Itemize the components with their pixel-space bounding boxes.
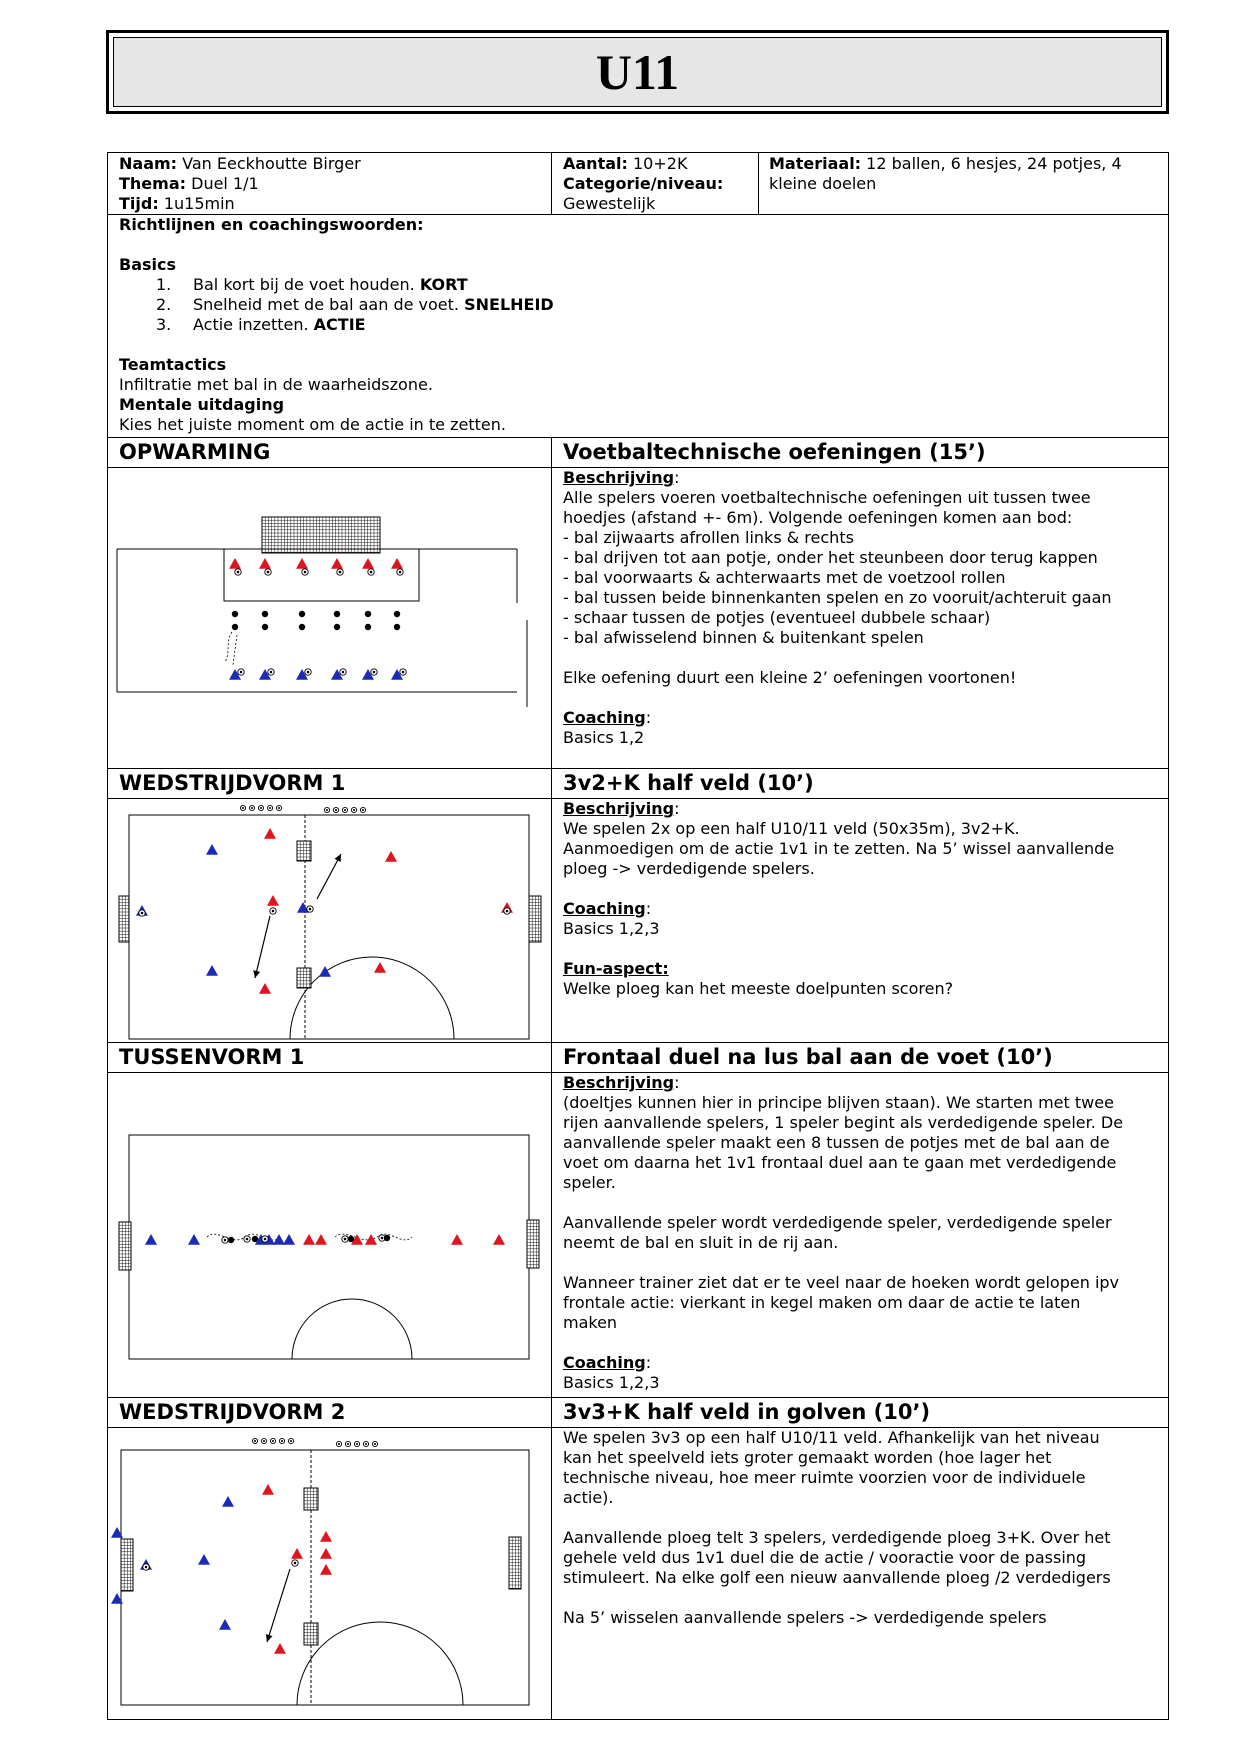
description-line: gehele veld dus 1v1 duel die de actie / vooractie voor de passing xyxy=(563,1548,1087,1567)
cone-marker xyxy=(334,611,340,617)
description-line: We spelen 3v3 op een half U10/11 veld. Afhankelijk van het niveau xyxy=(563,1428,1100,1447)
field-outline xyxy=(121,1450,529,1705)
red-player xyxy=(229,558,241,569)
ball-center xyxy=(267,571,270,574)
cone-marker xyxy=(232,611,238,617)
time-value: 1u15min xyxy=(163,194,235,213)
description-line: - bal voorwaarts & achterwaarts met de voetzool rollen xyxy=(563,568,1006,587)
description-line xyxy=(563,1508,1111,1528)
ball-center xyxy=(402,671,405,674)
basics-item: 1. xyxy=(156,275,172,294)
ball-center xyxy=(290,1440,292,1442)
exercise-title: Frontaal duel na lus bal aan de voet (10’) xyxy=(563,1045,1053,1069)
description-label: Coaching: xyxy=(563,708,652,727)
description-label: Coaching: xyxy=(563,1353,652,1372)
description-line: aanvallende speler maakt een 8 tussen de potjes met de bal aan de xyxy=(563,1133,1110,1152)
ball-center xyxy=(339,571,342,574)
blue-player xyxy=(219,1619,231,1630)
teamtactics-text: Infiltratie met bal in de waarheidszone. xyxy=(119,375,433,394)
training-sheet: Naam: Van Eeckhoutte Birger Thema: Duel 1/1 Tijd: 1u15min Aantal: 10+2K Categorie/niveau: Gewestelijk Materiaal: 12 ballen, 6 hesjes, 24 potjes, 4 kleine doelen Richtlijnen en coachingswoorden: Basics 1. Bal kort bij de voet houden. KORT 2. Snelheid met de bal aan de voet. SNELHEID 3. Actie inzetten. ACTIE Teamtactics Infiltratie met bal in de waarheidszone. Mentale uitdaging Kies het juiste moment om de actie in te zetten. OPWARMING Voetbaltechnische oefeningen (15’) Beschrijving: Alle spelers voeren voetbaltechnische oefeningen uit tussen twee hoedjes (afstand +- 6m). Volgende oefeningen komen aan bod: - bal zijwaarts afrollen links & rechts - bal drijven tot aan potje, onder het steunbeen door terug kappen - bal voorwaarts & achterwaarts met de voetzool rollen - bal tussen beide binnenkanten spelen en zo vooruit/achteruit gaan - schaar tussen de potjes (eventueel dubbele schaar) - bal afwisselend binnen & buitenkant spelen Elke oefening duurt een kleine 2’ oefeningen voortonen! Coaching: Basics 1,2 WEDSTRIJDVORM 1 3v2+K half veld (10’) Beschrijving: We spelen 2x op een half U10/11 veld (50x35m), 3v2+K. Aanmoedigen om de actie 1v1 in te zetten. Na 5’ wissel aanvallende ploeg -> verdedigende spelers. Coaching: Basics 1,2,3 Fun-aspect: Welke ploeg kan het meeste doelpunten scoren? TUSSENVORM 1 Frontaal duel na lus bal aan de voet (10’) Beschrijving: (doeltjes kunnen hier in principe blijven staan). We starten met twee rijen aanvallende spelers, 1 speler begint als verdedigende speler. De aanvallende speler maakt een 8 tussen de potjes met de bal aan de voet om daarna het 1v1 frontaal duel aan te gaan met verdedigende speler. Aanvallende speler wordt verdedigende speler, verdedigende speler neemt de bal en sluit in de rij aan. Wanneer trainer ziet dat er te veel naar de hoeken wordt gelopen ipv frontale actie: vierkant in kegel maken om daar de actie te laten maken Coaching: Basics 1,2,3 WEDSTRIJDVORM 2 3v3+K half veld in golven (10’) We spelen 3v3 op een half U10/11 veld. Afhankelijk van het niveau kan het speelveld iets groter gemaakt worden (hoe lager het technische niveau, hoe meer ruimte voorzien voor de individuele actie). Aanvallende ploeg telt 3 spelers, verdedigende ploeg 3+K. Over het gehele veld dus 1v1 duel die de actie / vooractie voor de passing stimuleert. Na elke golf een nieuw aanvallende ploeg /2 verdedigers Na 5’ wisselen aanvallende spelers -> verdedigende spelers xyxy=(107,152,1169,1720)
description-label: Beschrijving: xyxy=(563,468,680,487)
red-player xyxy=(259,558,271,569)
description-line: Na 5’ wisselen aanvallende spelers -> verdedigende spelers xyxy=(563,1608,1047,1627)
trainer-name: Van Eeckhoutte Birger xyxy=(182,154,361,173)
red-player xyxy=(391,558,403,569)
red-player xyxy=(320,1548,332,1559)
description-line: frontale actie: vierkant in kegel maken om daar de actie te laten xyxy=(563,1293,1081,1312)
ball-center xyxy=(254,1440,256,1442)
ball-center xyxy=(335,809,337,811)
exercise-title: Voetbaltechnische oefeningen (15’) xyxy=(563,440,986,464)
run-arrow xyxy=(317,854,341,899)
guidelines-heading: Richtlijnen en coachingswoorden: xyxy=(119,215,424,234)
ball-center xyxy=(326,809,328,811)
description-line: Aanvallende speler wordt verdedigende speler, verdedigende speler xyxy=(563,1213,1112,1232)
pass-arrow xyxy=(267,1569,290,1642)
description-line xyxy=(563,1193,1123,1213)
ball-center xyxy=(272,910,275,913)
description-line xyxy=(563,688,1112,708)
goal-net-right xyxy=(509,1537,521,1589)
ball-center xyxy=(506,910,509,913)
ball-center xyxy=(370,571,373,574)
blue-player xyxy=(273,1234,285,1245)
description-line: rijen aanvallende spelers, 1 speler begint als verdedigende speler. De xyxy=(563,1113,1124,1132)
exercise-title: 3v3+K half veld in golven (10’) xyxy=(563,1400,931,1424)
material-value-cont: kleine doelen xyxy=(769,174,877,193)
basics-item: 2. xyxy=(156,295,172,314)
ball-center xyxy=(240,671,243,674)
arrow-head xyxy=(266,1634,273,1642)
category-value: Gewestelijk xyxy=(563,194,656,213)
blue-player xyxy=(206,965,218,976)
ball-center xyxy=(278,807,280,809)
cone-marker xyxy=(384,1235,390,1241)
ball-center xyxy=(353,809,355,811)
description-line: Welke ploeg kan het meeste doelpunten scoren? xyxy=(563,979,954,998)
ball-center xyxy=(347,1443,349,1445)
cone-marker xyxy=(365,624,371,630)
description-line: - bal afwisselend binnen & buitenkant spelen xyxy=(563,628,924,647)
ball-center xyxy=(237,571,240,574)
description-line: Basics 1,2 xyxy=(563,728,645,747)
theme-value: Duel 1/1 xyxy=(191,174,259,193)
description-label: Fun-aspect: xyxy=(563,959,669,978)
ball-center xyxy=(242,807,244,809)
dribble-path xyxy=(225,632,237,665)
description-line: Alle spelers voeren voetbaltechnische oefeningen uit tussen twee xyxy=(563,488,1091,507)
cone-marker xyxy=(394,624,400,630)
section-title: WEDSTRIJDVORM 1 xyxy=(119,771,346,795)
goal-net-right xyxy=(529,896,541,942)
red-player xyxy=(362,558,374,569)
ball-center xyxy=(294,1562,297,1565)
basics-heading: Basics xyxy=(119,255,177,274)
goal-net xyxy=(262,517,380,553)
goal-net-right xyxy=(527,1220,539,1268)
ball-center xyxy=(338,1443,340,1445)
description-text xyxy=(563,468,1112,748)
mental-text: Kies het juiste moment om de actie in te zetten. xyxy=(119,415,506,434)
ball-center xyxy=(373,671,376,674)
description-line: technische niveau, hoe meer ruimte voorzien voor de individuele xyxy=(563,1468,1086,1487)
ball-center xyxy=(141,912,144,915)
ball-center xyxy=(374,1443,376,1445)
blue-player xyxy=(145,1234,157,1245)
description-label: Beschrijving: xyxy=(563,1073,680,1092)
red-player xyxy=(264,828,276,839)
red-player xyxy=(493,1234,505,1245)
red-player xyxy=(365,1234,377,1245)
ball-center xyxy=(344,809,346,811)
red-player xyxy=(385,851,397,862)
blue-player xyxy=(206,844,218,855)
red-player xyxy=(320,1531,332,1542)
red-player xyxy=(320,1564,332,1575)
description-line: We spelen 2x op een half U10/11 veld (50x35m), 3v2+K. xyxy=(563,819,1020,838)
description-text xyxy=(563,1428,1111,1628)
intermediate-form-diagram xyxy=(107,1072,552,1398)
ball-center xyxy=(260,807,262,809)
ball-center xyxy=(264,1238,267,1241)
count-value: 10+2K xyxy=(633,154,688,173)
cone-marker xyxy=(262,611,268,617)
goal-net-left xyxy=(119,1222,131,1270)
description-label: Beschrijving: xyxy=(563,799,680,818)
goal-net-left xyxy=(121,1539,133,1591)
description-line: Aanvallende ploeg telt 3 spelers, verdedigende ploeg 3+K. Over het xyxy=(563,1528,1111,1547)
blue-player xyxy=(319,966,331,977)
description-line: ploeg -> verdedigende spelers. xyxy=(563,859,815,878)
section-title: TUSSENVORM 1 xyxy=(119,1045,305,1069)
red-player xyxy=(262,1484,274,1495)
description-line xyxy=(563,1588,1111,1608)
cone-marker xyxy=(334,624,340,630)
red-player xyxy=(331,558,343,569)
blue-player xyxy=(198,1554,210,1565)
description-line: Basics 1,2,3 xyxy=(563,1373,660,1392)
ball-center xyxy=(246,1238,249,1241)
description-text xyxy=(563,1073,1123,1393)
red-player xyxy=(259,983,271,994)
red-player xyxy=(274,1643,286,1654)
arrow-head xyxy=(253,970,260,978)
section-title: OPWARMING xyxy=(119,440,271,464)
description-line: speler. xyxy=(563,1173,616,1192)
ball-center xyxy=(269,807,271,809)
field-outline xyxy=(129,1135,529,1359)
center-circle xyxy=(290,957,454,1039)
teamtactics-heading: Teamtactics xyxy=(119,355,227,374)
description-line: hoedjes (afstand +- 6m). Volgende oefeningen komen aan bod: xyxy=(563,508,1073,527)
red-player xyxy=(315,1234,327,1245)
description-line xyxy=(563,1253,1123,1273)
description-label: Coaching: xyxy=(563,899,652,918)
ball-center xyxy=(356,1443,358,1445)
description-line: Wanneer trainer ziet dat er te veel naar de hoeken wordt gelopen ipv xyxy=(563,1273,1120,1292)
penalty-box xyxy=(224,549,419,601)
game-form-1-diagram xyxy=(107,798,552,1043)
ball-center xyxy=(272,1440,274,1442)
cone-marker xyxy=(228,1237,234,1243)
blue-player xyxy=(188,1234,200,1245)
cone-marker xyxy=(262,624,268,630)
ball-center xyxy=(263,1440,265,1442)
red-player xyxy=(291,1548,303,1559)
red-player xyxy=(267,895,279,906)
material-value: 12 ballen, 6 hesjes, 24 potjes, 4 xyxy=(866,154,1122,173)
description-line: (doeltjes kunnen hier in principe blijven staan). We starten met twee xyxy=(563,1093,1114,1112)
ball-center xyxy=(307,671,310,674)
cone-marker xyxy=(299,624,305,630)
goal-net-left xyxy=(119,896,129,942)
description-text xyxy=(563,799,1114,999)
description-line xyxy=(563,1333,1123,1353)
description-line: Basics 1,2,3 xyxy=(563,919,660,938)
page-title: U11 xyxy=(595,44,680,100)
description-line: - bal tussen beide binnenkanten spelen en zo vooruit/achteruit gaan xyxy=(563,588,1112,607)
warmup-diagram xyxy=(107,467,552,769)
game-form-2-diagram xyxy=(107,1427,552,1720)
description-line: - bal drijven tot aan potje, onder het steunbeen door terug kappen xyxy=(563,548,1098,567)
section-title: WEDSTRIJDVORM 2 xyxy=(119,1400,346,1424)
description-line: - schaar tussen de potjes (eventueel dubbele schaar) xyxy=(563,608,991,627)
cone-marker xyxy=(232,624,238,630)
ball-center xyxy=(344,1238,347,1241)
cone-marker xyxy=(365,611,371,617)
ball-center xyxy=(362,809,364,811)
red-player xyxy=(451,1234,463,1245)
pass-arrow xyxy=(255,916,270,978)
description-line xyxy=(563,939,1114,959)
cone-marker xyxy=(299,611,305,617)
description-line: voet om daarna het 1v1 frontaal duel aan te gaan met verdedigende xyxy=(563,1153,1117,1172)
red-player xyxy=(374,962,386,973)
ball-center xyxy=(145,1566,148,1569)
exercise-title: 3v2+K half veld (10’) xyxy=(563,771,814,795)
ball-center xyxy=(270,671,273,674)
ball-center xyxy=(251,807,253,809)
ball-center xyxy=(399,571,402,574)
mental-heading: Mentale uitdaging xyxy=(119,395,285,414)
red-player xyxy=(296,558,308,569)
description-line: kan het speelveld iets groter gemaakt worden (hoe lager het xyxy=(563,1448,1052,1467)
description-line xyxy=(563,648,1112,668)
description-line: neemt de bal en sluit in de rij aan. xyxy=(563,1233,839,1252)
description-line: Elke oefening duurt een kleine 2’ oefeningen voortonen! xyxy=(563,668,1017,687)
ball-center xyxy=(281,1440,283,1442)
center-circle xyxy=(292,1299,412,1359)
ball-center xyxy=(304,571,307,574)
description-line: Aanmoedigen om de actie 1v1 in te zetten. Na 5’ wissel aanvallende xyxy=(563,839,1115,858)
description-line: - bal zijwaarts afrollen links & rechts xyxy=(563,528,854,547)
red-player xyxy=(303,1234,315,1245)
basics-item: 3. xyxy=(156,315,172,334)
field-outline xyxy=(129,815,529,1039)
description-line: stimuleert. Na elke golf een nieuw aanvallende ploeg /2 verdedigers xyxy=(563,1568,1111,1587)
blue-player xyxy=(283,1234,295,1245)
ball-center xyxy=(224,1239,227,1242)
category-label: Categorie/niveau: xyxy=(563,174,724,193)
description-line: actie). xyxy=(563,1488,614,1507)
blue-player xyxy=(222,1496,234,1507)
description-line: maken xyxy=(563,1313,618,1332)
cone-marker xyxy=(394,611,400,617)
ball-center xyxy=(381,1237,384,1240)
ball-center xyxy=(365,1443,367,1445)
center-circle xyxy=(297,1622,463,1705)
ball-center xyxy=(309,908,312,911)
ball-center xyxy=(342,671,345,674)
description-line xyxy=(563,879,1114,899)
title-banner xyxy=(106,30,1169,114)
